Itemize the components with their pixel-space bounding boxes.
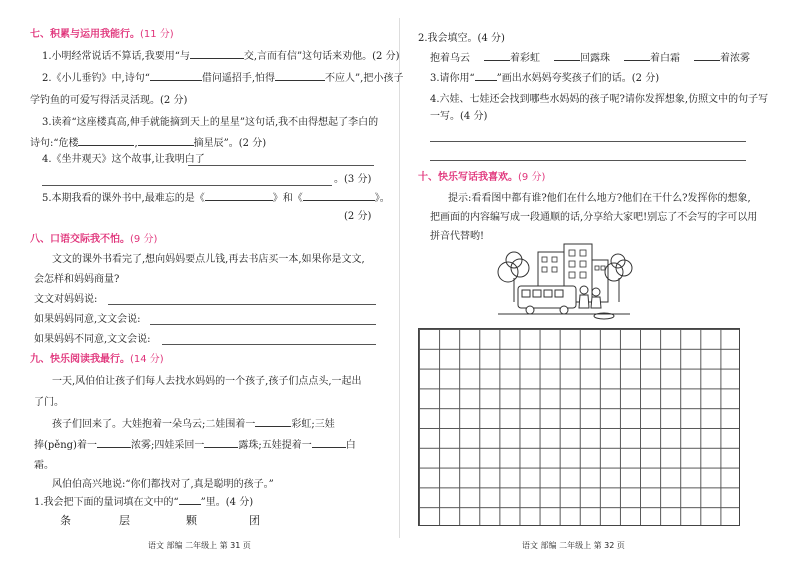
s9-p2-blank-4[interactable] <box>312 447 346 448</box>
s9-paragraph-2-line2 <box>34 439 356 453</box>
s7-q5-text-a: 5.本期我看的课外书中,最难忘的是《 <box>42 193 205 204</box>
s7-q3-text-c: , <box>134 138 138 149</box>
s8-paragraph-2: 会怎样和妈妈商量? <box>34 274 120 285</box>
s9-q2: 2.我会填空。(4 分) <box>418 33 505 44</box>
children-icon <box>579 286 601 308</box>
s7-q4-answer-line-2[interactable] <box>42 185 332 186</box>
s9-p2-text-e: 露珠;五娃提着一 <box>238 440 312 451</box>
s9-q1 <box>34 496 253 510</box>
section9-heading <box>30 353 164 367</box>
fill-item-1: 抱着乌云 <box>430 53 470 64</box>
s9-p2-blank-3[interactable] <box>204 447 238 448</box>
s7-q3-blank-1[interactable] <box>78 145 134 146</box>
section7-heading <box>30 28 174 42</box>
s7-q5-text-c: 》。 <box>374 193 390 204</box>
word-tiao: 条 <box>60 514 71 527</box>
s9-q3-text-a: 3.请你用“ <box>430 73 475 84</box>
s8-label-3: 如果妈妈不同意,文文会说: <box>34 334 151 345</box>
s9-p2-text-b: 彩虹;三娃 <box>291 419 335 430</box>
s7-q3-line2 <box>30 137 266 151</box>
s7-q1-text-a: 1.小明经常说话不算话,我要用“与 <box>42 51 190 62</box>
s9-p2-text-d: 浓雾;四娃采回一 <box>130 440 205 451</box>
bus-icon <box>518 286 576 314</box>
section10-title: 十、快乐写话我喜欢。 <box>418 172 518 183</box>
word-tuan: 团 <box>249 514 260 527</box>
s8-answer-line-1[interactable] <box>108 304 376 305</box>
s7-q3-text-d: 摘星辰”。(2 分) <box>193 138 267 149</box>
tree-right-icon <box>605 254 632 302</box>
s9-p2-blank-1[interactable] <box>255 426 291 427</box>
right-page <box>400 0 800 576</box>
s7-q5-score: (2 分) <box>344 211 372 222</box>
s9-paragraph-3: 风伯伯高兴地说:“你们都找对了,真是聪明的孩子。” <box>52 479 274 490</box>
s7-q2-blank-2[interactable] <box>275 80 325 81</box>
s8-answer-line-3[interactable] <box>162 344 376 345</box>
word-ke: 颗 <box>186 514 197 527</box>
s7-q1 <box>42 50 399 64</box>
s10-paragraph-2: 把画面的内容编写成一段通顺的话,分享给大家吧!别忘了不会写的字可以用 <box>430 212 758 223</box>
s9-p2-text-a: 孩子们回来了。大娃抱着一朵乌云;二娃围着一 <box>52 419 256 430</box>
s9-p2-text-f: 白 <box>345 440 356 451</box>
s9-q1-blank <box>179 504 201 505</box>
section10-score: (9 分) <box>518 172 546 183</box>
s7-q5 <box>42 192 390 206</box>
s7-q2-text-b: 借问遥招手,怕得 <box>201 73 276 84</box>
s7-q4-answer-line-1[interactable] <box>188 165 374 166</box>
section10-heading <box>418 171 545 185</box>
fill-blank-2[interactable] <box>484 60 510 61</box>
section9-score: (14 分) <box>130 354 164 365</box>
section8-heading <box>30 233 157 247</box>
s7-q5-blank-1[interactable] <box>205 200 273 201</box>
s9-q3 <box>430 72 659 86</box>
s7-q2 <box>42 72 403 86</box>
s8-answer-line-2[interactable] <box>150 324 376 325</box>
s7-q3-text-b: 诗句:“危楼 <box>30 138 79 149</box>
fill-blank-5[interactable] <box>694 60 720 61</box>
word-ceng: 层 <box>119 514 130 527</box>
s9-q2-fill-row <box>430 52 750 66</box>
s9-q4-answer-line-2[interactable] <box>430 160 746 161</box>
s7-q2-blank-1[interactable] <box>150 80 202 81</box>
fill-item-5: 着浓雾 <box>720 53 750 64</box>
s7-q4-text-a: 4.《坐井观天》这个故事,让我明白了 <box>42 154 205 165</box>
s9-q3-underline-sample <box>475 80 497 81</box>
s7-q2-text-c: 不应人”,把小孩子 <box>325 73 404 84</box>
s8-label-1: 文文对妈妈说: <box>34 294 98 305</box>
s7-q2-text-d: 学钓鱼的可爱写得活灵活现。(2 分) <box>30 95 188 106</box>
s9-q4-answer-line-1[interactable] <box>430 141 746 142</box>
section7-score: (11 分) <box>140 29 174 40</box>
footer-page-31: 语文 部编 二年级上 第 31 页 <box>148 541 251 550</box>
s9-q4-text-a: 4.六娃、七娃还会找到哪些水妈妈的孩子呢?请你发挥想象,仿照文中的句子写 <box>430 94 769 105</box>
s8-paragraph-1: 文文的课外书看完了,想向妈妈要点儿钱,再去书店买一本,如果你是文文, <box>52 254 365 265</box>
s7-q4-score: 。(3 分) <box>334 174 372 185</box>
s9-paragraph-2 <box>52 418 335 432</box>
s7-q1-text-b: 交,言而有信”这句话来劝他。(2 分) <box>243 51 400 62</box>
fill-item-2: 着彩虹 <box>510 53 540 64</box>
fill-blank-4[interactable] <box>624 60 650 61</box>
s8-label-2: 如果妈妈同意,文文会说: <box>34 314 141 325</box>
section8-title: 八、口语交际我不怕。 <box>30 234 130 245</box>
s7-q1-blank[interactable] <box>190 58 244 59</box>
s9-q3-text-b: ”画出水妈妈夸奖孩子们的话。(2 分) <box>496 73 660 84</box>
s10-paragraph-3: 拼音代替哟! <box>430 231 485 242</box>
s7-q3-text-a: 3.读着“这座楼真高,伸手就能摘到天上的星星”这句话,我不由得想起了李白的 <box>42 117 379 128</box>
s7-q2-text-a: 2.《小儿垂钓》中,诗句“ <box>42 73 150 84</box>
section9-title: 九、快乐阅读我最行。 <box>30 354 130 365</box>
s7-q3-blank-2[interactable] <box>138 145 194 146</box>
s9-paragraph-1b: 了门。 <box>34 397 64 408</box>
writing-grid[interactable] <box>418 328 740 526</box>
footer-page-32: 语文 部编 二年级上 第 32 页 <box>522 541 625 550</box>
section7-title: 七、积累与运用我能行。 <box>30 29 140 40</box>
s9-p2-text-c: 捧(pěng)着一 <box>34 440 97 451</box>
s7-q5-blank-2[interactable] <box>303 200 375 201</box>
s9-word-bank <box>60 514 260 528</box>
section8-score: (9 分) <box>130 234 158 245</box>
s9-paragraph-1: 一天,风伯伯让孩子们每人去找水妈妈的一个孩子,孩子们点点头,一起出 <box>52 376 362 387</box>
s9-p2-text-g: 霜。 <box>34 460 54 471</box>
fill-item-3: 回露珠 <box>580 53 610 64</box>
street-scene-illustration <box>494 242 634 324</box>
s7-q5-text-b: 》和《 <box>272 193 303 204</box>
s9-q1-text-b: ”里。(4 分) <box>200 497 254 508</box>
fill-blank-3[interactable] <box>554 60 580 61</box>
s9-q4-text-b: 一写。(4 分) <box>430 111 488 122</box>
s9-q1-text-a: 1.我会把下面的量词填在文中的“ <box>34 497 179 508</box>
s10-paragraph-1: 提示:看看图中都有谁?他们在什么地方?他们在干什么?发挥你的想象, <box>448 193 751 204</box>
s9-p2-blank-2[interactable] <box>97 447 131 448</box>
fill-item-4: 着白霜 <box>650 53 680 64</box>
